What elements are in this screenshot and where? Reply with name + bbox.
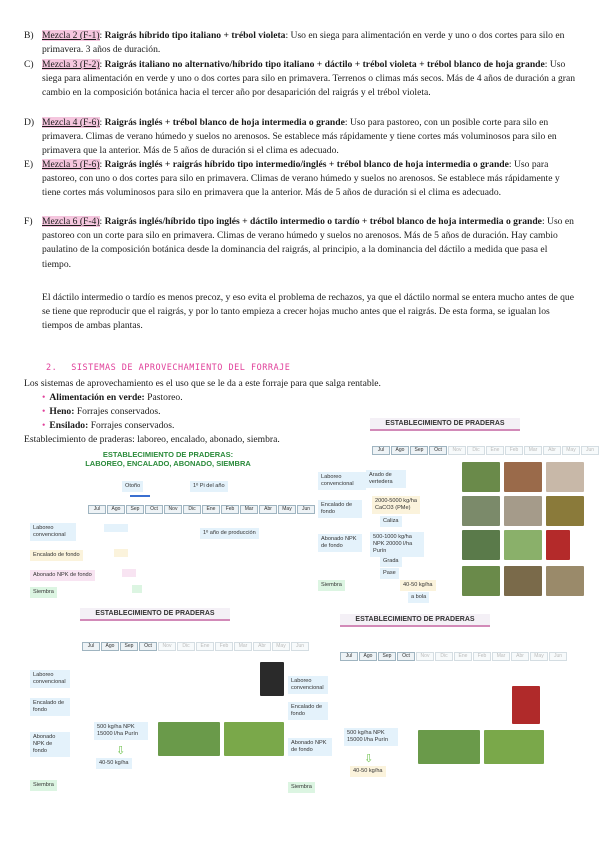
diagram-4: [288, 610, 586, 800]
section-title: SISTEMAS DE APROVECHAMIENTO DEL FORRAJE: [71, 363, 291, 373]
photo-spreader: [546, 496, 584, 526]
note: 2000-5000 kg/ha CaCO3 (PMe): [372, 496, 420, 514]
mix-name: Raigrás inglés + trébol blanco de hoja intermedia o grande: [104, 117, 345, 128]
month-cell: Jun: [581, 446, 599, 455]
mix-description: : Uso en pastoreo con un corte para silo en primavera. Climas de verano húmedo y suelos no arenosos. Más de 5 años de duración. Hay cambio paulatino de la composición botánica desde la dominancia del raigrás, al principio, a la dominancia del dáctilo a medida que pasa el tiempo.: [42, 216, 574, 270]
month-cell: Abr: [511, 652, 529, 661]
photo-spreading: [484, 730, 544, 764]
month-cell: Ago: [391, 446, 409, 455]
intro-text: Los sistemas de aprovechamiento es el uso que se le da a este forraje para que salga rentable.: [24, 378, 381, 389]
row-label: Abonado NPK de fondo: [318, 534, 362, 552]
month-cell: Ene: [202, 505, 220, 514]
photo-harrow: [546, 462, 584, 492]
mix-item: D) Mezcla 4 (F-6): Raigrás inglés + trébol blanco de hoja intermedia o grande: Uso para pastoreo, con un posible corte para silo en primavera. Climas de verano húmedo y suelos no arenosos. Se establece más rápidamente y tiene cortes más voluminosos para silo en primavera que la anterior. Más de 5 años de duración si el clima es adecuado.: [24, 117, 557, 157]
row-label: Encalado de fondo: [30, 550, 83, 561]
photo-spreading: [224, 722, 284, 756]
month-cell: Jul: [340, 652, 358, 661]
month-cell: Sep: [126, 505, 144, 514]
mix-description: : Uso para pastoreo, con uno o dos cortes para silo en primavera. Climas de verano húmedo y suelos no arenosos. Se establece más rápidamente y tiene cortes más voluminosos para silo en primavera que la anterior. Más de 5 años de duración si el clima es adecuado.: [42, 159, 560, 199]
month-cell: Jun: [291, 642, 309, 651]
diagram-1-months: [88, 505, 315, 514]
mix-letter: F): [24, 216, 33, 227]
note: 40-50 kg/ha: [96, 758, 132, 769]
note: 500 kg/ha NPK 15000 l/ha Purín: [344, 728, 398, 746]
month-cell: Nov: [164, 505, 182, 514]
row-label: Encalado de fondo: [288, 702, 328, 720]
note: 500 kg/ha NPK 15000 l/ha Purín: [94, 722, 148, 740]
note: a bola: [408, 592, 429, 603]
photo-seeder: [504, 566, 542, 596]
mix-code: Mezcla 2 (F-1): [42, 30, 100, 41]
row-label: Abonado NPK de fondo: [30, 570, 95, 581]
month-cell: Abr: [543, 446, 561, 455]
row-label: Siembra: [30, 587, 57, 598]
month-cell: Dic: [177, 642, 195, 651]
month-cell: Sep: [378, 652, 396, 661]
row-label: Abonado NPK de fondo: [288, 738, 332, 756]
section-heading: [46, 363, 304, 373]
row-label: Encalado de fondo: [318, 500, 362, 518]
month-cell: Dic: [467, 446, 485, 455]
photo-seeder-2: [546, 566, 584, 596]
mix-code: Mezcla 4 (F-6): [42, 117, 100, 128]
down-arrow-icon: ⇩: [364, 752, 374, 765]
first-pi-label: 1º Pi del año: [190, 481, 228, 492]
row-label: Siembra: [288, 782, 315, 793]
note: Caliza: [380, 516, 402, 527]
mix-code: Mezcla 6 (F-4): [42, 216, 100, 227]
photo-fertilizer-bag: [546, 530, 570, 560]
note: 40-50 kg/ha: [350, 766, 386, 777]
mix-code: Mezcla 3 (F-2): [42, 59, 100, 70]
month-cell: Nov: [416, 652, 434, 661]
mix-name: Raigrás híbrido tipo italiano + trébol violeta: [104, 30, 286, 41]
row-label: Siembra: [318, 580, 345, 591]
row-label: Laboreo convencional: [288, 676, 328, 694]
month-cell: Sep: [120, 642, 138, 651]
note: 40-50 kg/ha: [400, 580, 436, 591]
mix-item: B) Mezcla 2 (F-1): Raigrás híbrido tipo italiano + trébol violeta: Uso en siega para alimentación en verde y uno o dos cortes para silo en primavera. 3 años de duración.: [24, 30, 565, 56]
bullet-item: • Heno: Forrajes conservados.: [42, 406, 161, 417]
month-cell: May: [562, 446, 580, 455]
mix-description: : Uso para pastoreo, con un posible corte para silo en primavera. Climas de verano húmedo y suelos no arenosos. Se establece más rápidamente y tiene cortes más voluminosos para silo en primavera que la anterior. Más de 5 años de duración si el clima es adecuado.: [42, 117, 557, 157]
row-label: Laboreo convencional: [30, 523, 76, 541]
month-cell: Oct: [429, 446, 447, 455]
diagram-2-months: [372, 446, 599, 455]
photo-sowing: [462, 566, 500, 596]
bullet-item: • Ensilado: Forrajes conservados.: [42, 420, 175, 431]
month-cell: Feb: [215, 642, 233, 651]
closing-paragraph: El dáctilo intermedio o tardío es menos precoz, y eso evita el problema de rechazos, ya que el dáctilo normal se entera mucho antes de que se tiene que reproducir que el raigrás, y por lo tanto empieza a crecer hojas mucho antes que el raigrás. De esta forma, se igualan los tiempos de ambas plantas.: [42, 292, 574, 332]
photo-tractor: [462, 530, 500, 560]
row-label: Laboreo convencional: [30, 670, 70, 688]
month-cell: Jul: [88, 505, 106, 514]
photo-fertilizer-bag: [512, 686, 540, 724]
photo-lime: [504, 496, 542, 526]
month-cell: May: [530, 652, 548, 661]
diagram-3-months: [82, 642, 309, 651]
bullet-item: • Alimentación en verde: Pastoreo.: [42, 392, 183, 403]
month-cell: Mar: [492, 652, 510, 661]
mix-name: Raigrás inglés/híbrido tipo inglés + dáctilo intermedio o tardío + trébol blanco de hoja intermedia o grande: [104, 216, 542, 227]
month-cell: Jun: [549, 652, 567, 661]
month-cell: Feb: [221, 505, 239, 514]
month-cell: Dic: [435, 652, 453, 661]
month-cell: Nov: [158, 642, 176, 651]
diagram-3: [28, 604, 305, 794]
month-cell: Oct: [145, 505, 163, 514]
month-cell: Jul: [372, 446, 390, 455]
month-cell: Ene: [486, 446, 504, 455]
row-label: Siembra: [30, 780, 57, 791]
mix-item: E) Mezcla 5 (F-6): Raigrás inglés + raigrás híbrido tipo intermedio/inglés + trébol blanco de hoja intermedia o grande: Uso para pastoreo, con uno o dos cortes para silo en primavera. Climas de verano húmedo y suelos no arenosos. Se establece más rápidamente y tiene cortes más voluminosos para silo en primavera que la anterior. Más de 5 años de duración si el clima es adecuado.: [24, 159, 560, 199]
note: Grada: [380, 556, 402, 567]
photo-tractor-field: [158, 722, 220, 756]
production-label: 1º año de producción: [200, 528, 259, 539]
month-cell: Ene: [196, 642, 214, 651]
photo-fertilizer-bag: [260, 662, 284, 696]
mix-name: Raigrás inglés + raigrás híbrido tipo intermedio/inglés + trébol blanco de hoja intermedia o grande: [104, 159, 509, 170]
month-cell: Ago: [101, 642, 119, 651]
row-label: Encalado de fondo: [30, 698, 70, 716]
photo-plough: [462, 462, 500, 492]
month-cell: Feb: [473, 652, 491, 661]
month-cell: Oct: [139, 642, 157, 651]
month-cell: Feb: [505, 446, 523, 455]
month-cell: May: [272, 642, 290, 651]
mix-letter: D): [24, 117, 35, 128]
row-label: Abonado NPK de fondo: [30, 732, 70, 757]
diagram-2: [316, 414, 595, 604]
note: 500-1000 kg/ha NPK 20000 l/ha Purín: [370, 532, 424, 557]
diagram-1-title: ESTABLECIMIENTO DE PRADERAS: LABOREO, ENCALADO, ABONADO, SIEMBRA: [85, 450, 251, 468]
photo-tractor-field: [418, 730, 480, 764]
month-cell: Ago: [359, 652, 377, 661]
down-arrow-icon: ⇩: [116, 744, 126, 757]
month-cell: Abr: [253, 642, 271, 651]
mix-item: F) Mezcla 6 (F-4): Raigrás inglés/híbrido tipo inglés + dáctilo intermedio o tardío + trébol blanco de hoja intermedia o grande: Uso en pastoreo con un corte para silo en primavera. Climas de verano húmedo y suelos no arenosos. Más de 5 años de duración. Hay cambio paulatino de la composición botánica desde la dominancia del raigrás, al principio, a la dominancia del dáctilo a medida que pasa el tiempo.: [24, 216, 574, 270]
photo-liming: [462, 496, 500, 526]
month-cell: Mar: [524, 446, 542, 455]
note: Pase: [380, 568, 399, 579]
month-cell: Nov: [448, 446, 466, 455]
month-cell: Ago: [107, 505, 125, 514]
diagram-1: [28, 448, 311, 603]
month-cell: Dic: [183, 505, 201, 514]
diagram-4-months: [340, 652, 567, 661]
month-cell: Mar: [240, 505, 258, 514]
month-cell: Mar: [234, 642, 252, 651]
mix-letter: E): [24, 159, 34, 170]
photo-field: [504, 530, 542, 560]
month-cell: Oct: [397, 652, 415, 661]
month-cell: May: [278, 505, 296, 514]
section-number: 2.: [46, 363, 58, 373]
diagram-3-title: ESTABLECIMIENTO DE PRADERAS: [80, 608, 230, 621]
mix-letter: B): [24, 30, 34, 41]
diagram-4-title: ESTABLECIMIENTO DE PRADERAS: [340, 614, 490, 627]
month-cell: Jun: [297, 505, 315, 514]
note: Arado de vertedera: [366, 470, 406, 488]
mix-code: Mezcla 5 (F-6): [42, 159, 100, 170]
month-cell: Jul: [82, 642, 100, 651]
mix-item: C) Mezcla 3 (F-2): Raigrás italiano no alternativo/híbrido tipo italiano + dáctilo + trébol violeta + trébol blanco de hoja grande: Uso siega para alimentación en verde y uno o dos cortes para silo en primavera. Terrenos o climas más secos. Más de 4 años de duración a gran cambio en la composición botánica hacia el tercer año por desaparición del raigrás y el trébol violeta.: [24, 59, 576, 99]
row-label: Laboreo convencional: [318, 472, 366, 490]
month-cell: Ene: [454, 652, 472, 661]
mix-description: : Uso en siega para alimentación en verde y uno o dos cortes para silo en primavera. 3 años de duración.: [42, 30, 565, 56]
mix-description: : Uso siega para alimentación en verde y uno o dos cortes para silo en primavera. Terrenos o climas más secos. Más de 4 años de duración a gran cambio en la composición botánica hacia el tercer año por desaparición del raigrás y el trébol violeta.: [42, 59, 576, 99]
establishment-text: Establecimiento de praderas: laboreo, encalado, abonado, siembra.: [24, 434, 280, 445]
mix-name: Raigrás italiano no alternativo/híbrido tipo italiano + dáctilo + trébol violeta + trébol blanco de hoja grande: [104, 59, 545, 70]
photo-plough-2: [504, 462, 542, 492]
diagram-2-title: ESTABLECIMIENTO DE PRADERAS: [370, 418, 520, 431]
month-cell: Sep: [410, 446, 428, 455]
month-cell: Abr: [259, 505, 277, 514]
mix-letter: C): [24, 59, 34, 70]
autumn-label: Otoño: [122, 481, 143, 492]
